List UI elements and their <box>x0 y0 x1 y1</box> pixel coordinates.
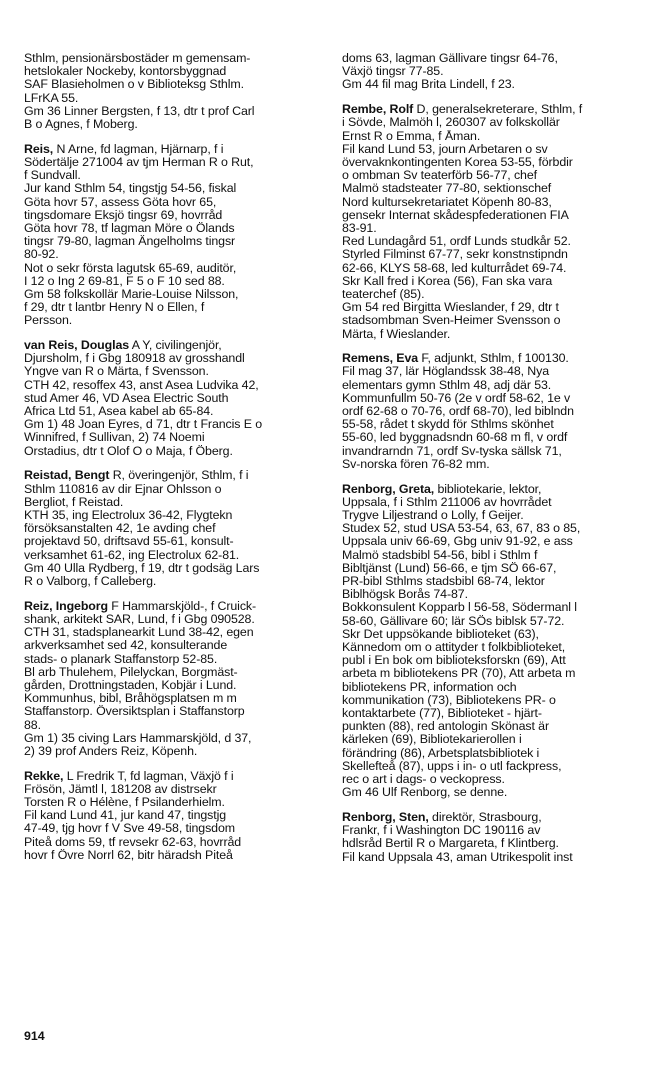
entry-text: direktör, Strasbourg, <box>428 810 542 824</box>
entry-text: Gm 36 Linner Bergsten, f 13, dtr t prof Carl <box>24 104 255 118</box>
entry-line <box>342 262 648 275</box>
entry-line <box>342 392 648 405</box>
entry-line <box>342 575 648 588</box>
entry-line <box>24 275 324 288</box>
entry-line <box>342 301 648 314</box>
entry-line <box>342 681 648 694</box>
entry-line <box>342 275 648 288</box>
entry-line <box>342 786 648 799</box>
entry-text: Gm 1) 48 Joan Eyres, d 71, dtr t Francis E o <box>24 418 263 432</box>
entry-text: 83-91. <box>342 221 377 235</box>
entry-text: Ernst R o Emma, f Åman. <box>342 129 481 143</box>
entry-text: hdlsråd Bertil R o Margareta, f Klintberg. <box>342 837 559 851</box>
entry-text: F, adjunkt, Sthlm, f 100130. <box>418 352 569 366</box>
entry-text: Göta hovr 57, assess Göta hovr 65, <box>24 195 217 209</box>
entry-text: Skellefteå (87), upps i in- o utl fackpress, <box>342 759 562 773</box>
entry-line <box>342 496 648 509</box>
entry-line <box>342 654 648 667</box>
entry-text: R o Valborg, f Calleberg. <box>24 575 157 589</box>
entry-line <box>342 707 648 720</box>
entry-line <box>342 760 648 773</box>
entry-text: invandrarndn 71, ordf Sv-tyska sällsk 71, <box>342 444 562 458</box>
entry-text: L Fredrik T, fd lagman, Växjö f i <box>63 769 234 783</box>
entry-line <box>24 445 324 458</box>
entry-line <box>24 509 324 522</box>
entry-line <box>342 328 648 341</box>
entry-text: shank, arkitekt SAR, Lund, f i Gbg 090528. <box>24 612 255 626</box>
entry-text: Biblhögsk Borås 74-87. <box>342 588 468 602</box>
entry-line <box>24 392 324 405</box>
entry-line <box>342 156 648 169</box>
entry-line <box>342 615 648 628</box>
entry-text: Nord kultursekretariatet Köpenh 80-83, <box>342 195 552 209</box>
entry-text: 62-66, KLYS 58-68, led kulturrådet 69-74. <box>342 261 567 275</box>
entry-text: Sthlm 110816 av dir Ejnar Ohlsson o <box>24 482 222 496</box>
entry-line <box>24 156 324 169</box>
entry-line <box>342 130 648 143</box>
entry-text: Staffanstorp. Översiktsplan i Staffanstorp <box>24 705 245 719</box>
entry-line <box>24 143 324 156</box>
entry-line <box>342 352 648 365</box>
entry-line <box>24 562 324 575</box>
entry-text: CTH 42, resoffex 43, anst Asea Ludvika 42, <box>24 378 259 392</box>
entry-text: Fil kand Lund 41, jur kand 47, tingstjg <box>24 809 227 823</box>
biography-entry <box>24 339 324 458</box>
entry-line <box>342 458 648 471</box>
entry-name: van Reis, Douglas <box>24 339 130 353</box>
entry-text: Gm 40 Ulla Rydberg, f 19, dtr t godsäg Lars <box>24 561 260 575</box>
entry-line <box>24 209 324 222</box>
entry-text: gården, Drottningstaden, Kobjär i Lund. <box>24 678 237 692</box>
entry-line <box>24 352 324 365</box>
entry-text: o ombman Sv teaterförb 56-77, chef <box>342 169 537 183</box>
entry-text: I 12 o Ing 2 69-81, F 5 o F 10 sed 88. <box>24 274 225 288</box>
entry-line <box>342 694 648 707</box>
entry-line <box>342 235 648 248</box>
biography-entry <box>24 770 324 862</box>
entry-text: gensekr Internat skådespfederationen FIA <box>342 208 569 222</box>
entry-line <box>24 169 324 182</box>
entry-text: Gm 44 fil mag Brita Lindell, f 23. <box>342 78 515 92</box>
entry-text: Bl arb Thulehem, Pilelyckan, Borgmäst- <box>24 665 238 679</box>
entry-text: 58-60, Gällivare 60; lär SÖs biblsk 57-72. <box>342 614 565 628</box>
entry-text: KTH 35, ing Electrolux 36-42, Flygtekn <box>24 509 233 522</box>
entry-line <box>342 169 648 182</box>
entry-line <box>24 692 324 705</box>
entry-name: Rembe, Rolf <box>342 103 414 117</box>
entry-line <box>24 469 324 482</box>
biography-entry <box>342 352 648 471</box>
entry-line <box>24 182 324 195</box>
entry-text: arkverksamhet sed 42, konsulterande <box>24 639 228 653</box>
entry-text: Fil kand Uppsala 43, aman Utrikespolit inst <box>342 850 573 864</box>
entry-line <box>342 431 648 444</box>
entry-text: Södertälje 271004 av tjm Herman R o Rut, <box>24 155 254 169</box>
entry-text: övervaknkontingenten Korea 53-55, förbdir <box>342 155 573 169</box>
entry-line <box>24 262 324 275</box>
entry-line <box>342 222 648 235</box>
entry-line <box>24 822 324 835</box>
entry-text: R, överingenjör, Sthlm, f i <box>109 469 249 483</box>
entry-line <box>342 196 648 209</box>
entry-line <box>24 222 324 235</box>
entry-line <box>342 209 648 222</box>
entry-text: Yngve van R o Märta, f Svensson. <box>24 365 209 379</box>
entry-name: Reiz, Ingeborg <box>24 599 108 613</box>
entry-text: Studex 52, stud USA 53-54, 63, 67, 83 o 85, <box>342 522 581 536</box>
entry-line <box>24 78 324 91</box>
entry-text: D, generalsekreterare, Sthlm, f <box>413 103 583 117</box>
entry-text: hovr f Övre Norrl 62, bitr häradsh Piteå <box>24 848 233 862</box>
entry-line <box>342 837 648 850</box>
entry-name: Reistad, Bengt <box>24 469 110 483</box>
entry-text: Frankr, f i Washington DC 190116 av <box>342 824 541 838</box>
entry-line <box>342 52 648 65</box>
entry-text: Sv-norska fören 76-82 mm. <box>342 457 490 471</box>
entry-text: Växjö tingsr 77-85. <box>342 65 444 79</box>
entry-line <box>342 562 648 575</box>
right-column <box>342 52 648 875</box>
entry-line <box>24 836 324 849</box>
entry-line <box>24 770 324 783</box>
entry-text: B o Agnes, f Moberg. <box>24 118 138 132</box>
entry-line <box>342 248 648 261</box>
entry-text: Kännedom om o attityder t folkbiblioteket, <box>342 641 566 655</box>
entry-text: kommunikation (73), Bibliotekens PR- o <box>342 693 556 707</box>
entry-name: Reis, <box>24 142 54 156</box>
entry-line <box>24 796 324 809</box>
entry-text: försöksanstalten 42, 1e avding chef <box>24 522 216 536</box>
entry-name: Renborg, Greta, <box>342 482 435 496</box>
entry-text: rec o art i dags- o veckopress. <box>342 773 505 787</box>
entry-line <box>342 628 648 641</box>
entry-text: tingsdomare Eksjö tingsr 69, hovrråd <box>24 208 223 222</box>
biography-entry <box>24 52 324 131</box>
entry-text: Bokkonsulent Kopparb l 56-58, Södermanl l <box>342 601 577 615</box>
entry-line <box>342 667 648 680</box>
entry-line <box>342 641 648 654</box>
entry-line <box>24 666 324 679</box>
entry-text: f Sundvall. <box>24 169 81 183</box>
entry-text: Bergliot, f Reistad. <box>24 495 124 509</box>
entry-text: Africa Ltd 51, Asea kabel ab 65-84. <box>24 405 214 419</box>
entry-text: Sthlm, pensionärsbostäder m gemensam- <box>24 52 251 65</box>
entry-line <box>342 720 648 733</box>
entry-name: Rekke, <box>24 769 64 783</box>
entry-text: bibliotekens PR, information och <box>342 680 517 694</box>
entry-line <box>24 679 324 692</box>
entry-text: stadsombman Sven-Heimer Svensson o <box>342 314 561 328</box>
entry-text: 47-49, tjg hovr f V Sve 49-58, tingsdom <box>24 822 235 836</box>
entry-line <box>24 522 324 535</box>
entry-text: Trygve Liljestrand o Lolly, f Geijer. <box>342 509 524 522</box>
entry-line <box>24 405 324 418</box>
entry-text: Uppsala, f i Sthlm 211006 av hovrrådet <box>342 495 552 509</box>
entry-text: i Sövde, Malmöh l, 260307 av folkskollär <box>342 116 560 130</box>
entry-line <box>24 431 324 444</box>
entry-line <box>342 182 648 195</box>
entry-line <box>24 783 324 796</box>
biography-entry <box>342 483 648 800</box>
entry-text: Kommunhus, bibl, Bråhögsplatsen m m <box>24 692 237 706</box>
entry-text: Märta, f Wieslander. <box>342 327 451 341</box>
entry-text: Gm 46 Ulf Renborg, se denne. <box>342 786 508 800</box>
entry-text: Orstadius, dtr t Olof O o Maja, f Öberg. <box>24 444 233 458</box>
entry-text: 88. <box>24 718 41 732</box>
entry-line <box>24 732 324 745</box>
entry-line <box>24 418 324 431</box>
entry-text: Torsten R o Hélène, f Psilanderhielm. <box>24 796 225 810</box>
entry-line <box>24 118 324 131</box>
entry-text: teaterchef (85). <box>342 287 425 301</box>
entry-text: Jur kand Sthlm 54, tingstjg 54-56, fiskal <box>24 182 237 196</box>
entry-text: elementars gymn Sthlm 48, adj där 53. <box>342 378 552 392</box>
entry-text: stud Amer 46, VD Asea Electric South <box>24 391 229 405</box>
entry-line <box>24 809 324 822</box>
entry-line <box>24 379 324 392</box>
entry-line <box>24 196 324 209</box>
entry-text: punkten (88), red antologin Skönast är <box>342 720 549 734</box>
entry-text: Skr Det uppsökande biblioteket (63), <box>342 627 539 641</box>
entry-text: kärleken (69), Bibliotekarierollen i <box>342 733 522 747</box>
entry-line <box>24 235 324 248</box>
entry-line <box>24 549 324 562</box>
entry-line <box>24 653 324 666</box>
biography-entry <box>342 811 648 864</box>
entry-line <box>342 733 648 746</box>
entry-line <box>342 535 648 548</box>
entry-name: Remens, Eva <box>342 352 419 366</box>
entry-text: Malmö stadsteater 77-80, sektionschef <box>342 182 552 196</box>
entry-line <box>24 719 324 732</box>
entry-line <box>342 379 648 392</box>
entry-text: A Y, civilingenjör, <box>129 339 222 353</box>
entry-text: Gm 54 red Birgitta Wieslander, f 29, dtr t <box>342 301 559 315</box>
entry-line <box>24 105 324 118</box>
entry-line <box>342 103 648 116</box>
entry-line <box>342 851 648 864</box>
entry-line <box>24 626 324 639</box>
entry-text: Gm 58 folkskollär Marie-Louise Nilsson, <box>24 287 239 301</box>
entry-line <box>24 705 324 718</box>
entry-text: 2) 39 prof Anders Reiz, Köpenh. <box>24 744 198 758</box>
entry-text: Fil mag 37, lär Höglandssk 38-48, Nya <box>342 365 550 379</box>
biography-entry <box>24 469 324 588</box>
entry-line <box>342 747 648 760</box>
entry-text: Persson. <box>24 314 73 328</box>
entry-text: f 29, dtr t lantbr Henry N o Ellen, f <box>24 301 205 315</box>
entry-line <box>24 575 324 588</box>
biography-entry <box>24 143 324 328</box>
entry-line <box>342 773 648 786</box>
entry-line <box>342 418 648 431</box>
entry-line <box>24 496 324 509</box>
entry-text: Frösön, Jämtl l, 181208 av distrsekr <box>24 782 217 796</box>
entry-text: kontaktarbete (77), Biblioteket - hjärt- <box>342 707 542 721</box>
entry-line <box>342 601 648 614</box>
entry-name: Renborg, Sten, <box>342 810 429 824</box>
entry-text: 55-58, rådet t skydd för Sthlms skönhet <box>342 418 554 432</box>
entry-text: SAF Blasieholmen o v Biblioteksg Sthlm. <box>24 78 244 92</box>
entry-text: ordf 62-68 o 70-76, ordf 68-70), led biblndn <box>342 405 574 419</box>
entry-text: projektavd 50, driftsavd 55-61, konsult- <box>24 535 234 549</box>
entry-text: Winnifred, f Sullivan, 2) 74 Noemi <box>24 431 205 445</box>
entry-line <box>342 483 648 496</box>
entry-text: hetslokaler Nockeby, kontorsbyggnad <box>24 65 227 79</box>
entry-text: LFrKA 55. <box>24 91 79 105</box>
left-column <box>24 52 324 874</box>
entry-text: Piteå doms 59, tf revsekr 62-63, hovrråd <box>24 835 242 849</box>
entry-text: Uppsala univ 66-69, Gbg univ 91-92, e ass <box>342 535 573 549</box>
entry-line <box>24 314 324 327</box>
entry-text: Red Lundagård 51, ordf Lunds studkår 52. <box>342 235 571 249</box>
entry-text: Bibltjänst (Lund) 56-66, e tjm SÖ 66-67, <box>342 561 557 575</box>
entry-line <box>24 535 324 548</box>
entry-line <box>24 288 324 301</box>
entry-text: arbeta m bibliotekens PR (70), Att arbeta m <box>342 667 576 681</box>
entry-line <box>24 600 324 613</box>
entry-line <box>24 613 324 626</box>
entry-text: Gm 1) 35 civing Lars Hammarskjöld, d 37, <box>24 731 252 745</box>
entry-line <box>24 65 324 78</box>
entry-line <box>342 405 648 418</box>
entry-line <box>342 78 648 91</box>
entry-line <box>342 549 648 562</box>
entry-text: Djursholm, f i Gbg 180918 av grosshandl <box>24 352 245 366</box>
entry-text: tingsr 79-80, lagman Ängelholms tingsr <box>24 235 236 249</box>
entry-line <box>342 116 648 129</box>
entry-text: 80-92. <box>24 248 59 262</box>
entry-line <box>24 301 324 314</box>
entry-text: N Arne, fd lagman, Hjärnarp, f i <box>53 142 224 156</box>
entry-text: Fil kand Lund 53, journ Arbetaren o sv <box>342 142 548 156</box>
entry-text: bibliotekarie, lektor, <box>434 482 542 496</box>
entry-text: stads- o planark Staffanstorp 52-85. <box>24 652 218 666</box>
entry-line <box>342 509 648 522</box>
entry-line <box>342 445 648 458</box>
entry-line <box>342 811 648 824</box>
biography-entry <box>342 52 648 92</box>
entry-line <box>342 522 648 535</box>
entry-text: Göta hovr 78, tf lagman Möre o Ölands <box>24 221 235 235</box>
entry-text: 55-60, led byggnadsndn 60-68 m fl, v ordf <box>342 431 568 445</box>
entry-line <box>24 248 324 261</box>
entry-text: F Hammarskjöld-, f Cruick- <box>107 599 257 613</box>
entry-text: CTH 31, stadsplanearkit Lund 38-42, egen <box>24 626 254 640</box>
entry-line <box>342 288 648 301</box>
entry-text: Styrled Filminst 67-77, sekr konstnstipndn <box>342 248 568 262</box>
entry-line <box>24 483 324 496</box>
entry-line <box>24 639 324 652</box>
entry-line <box>342 365 648 378</box>
entry-line <box>342 824 648 837</box>
entry-line <box>24 339 324 352</box>
entry-text: Malmö stadsbibl 54-56, bibl i Sthlm f <box>342 548 538 562</box>
entry-line <box>24 745 324 758</box>
entry-line <box>342 65 648 78</box>
entry-text: Kommunfullm 50-76 (2e v ordf 58-62, 1e v <box>342 391 571 405</box>
entry-text: doms 63, lagman Gällivare tingsr 64-76, <box>342 52 558 65</box>
entry-line <box>24 52 324 65</box>
entry-line <box>24 365 324 378</box>
entry-line <box>342 143 648 156</box>
entry-line <box>24 92 324 105</box>
entry-line <box>342 314 648 327</box>
page-number: 914 <box>24 1029 45 1043</box>
biography-entry <box>24 600 324 758</box>
entry-line <box>24 849 324 862</box>
entry-text: Skr Kall fred i Korea (56), Fan ska vara <box>342 274 553 288</box>
biography-entry <box>342 103 648 341</box>
entry-text: Not o sekr första lagutsk 65-69, auditör, <box>24 261 237 275</box>
entry-line <box>342 588 648 601</box>
entry-text: förändring (86), Arbetsplatsbibliotek i <box>342 746 540 760</box>
entry-text: publ i En bok om biblioteksforskn (69), Att <box>342 654 566 668</box>
entry-text: PR-bibl Sthlms stadsbibl 68-74, lektor <box>342 575 545 589</box>
entry-text: verksamhet 61-62, ing Electrolux 62-81. <box>24 548 240 562</box>
